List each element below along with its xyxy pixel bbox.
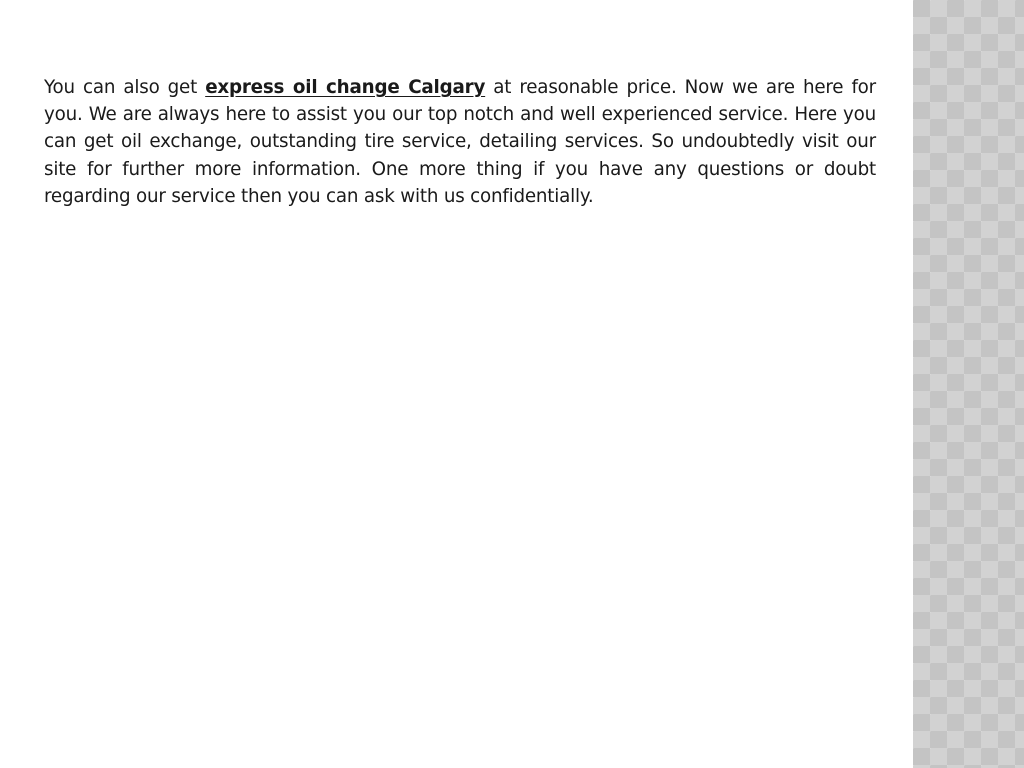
text-after-link: at reasonable price. Now we are here for you. We are always here to assist you our top notch and well experienced service. Here you can get oil exchange, outstanding tire service, detailing services. So undoubtedly visit our site for further more information. One more thing if you have any questions or doubt regarding our service then you can ask with us confidentially. — [44, 77, 876, 207]
text-before-link: You can also get — [44, 77, 206, 98]
decorative-side-pattern — [913, 0, 1024, 768]
express-oil-change-link[interactable]: express oil change Calgary — [205, 77, 486, 98]
body-paragraph — [44, 74, 876, 210]
